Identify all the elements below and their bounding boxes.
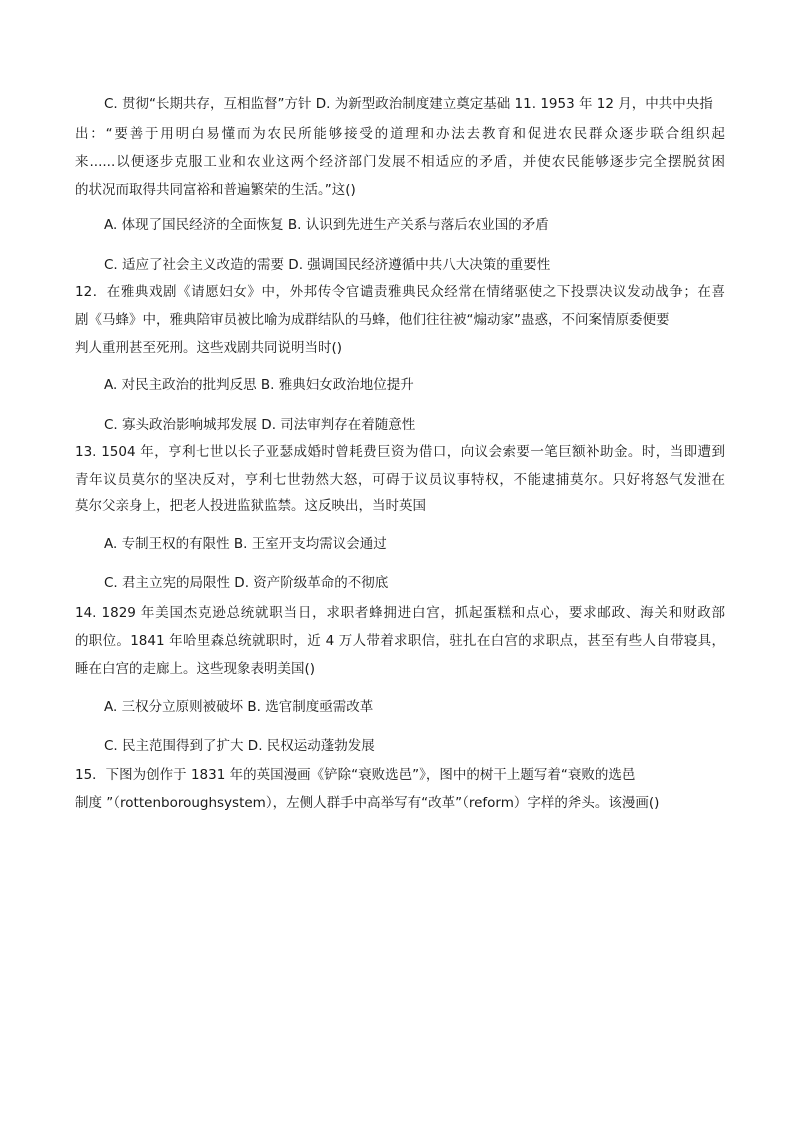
q12-options-ab: A. 对民主政治的批判反思 B. 雅典妇女政治地位提升: [104, 377, 414, 393]
q15-text-line-2: 制度 ”（rottenboroughsystem），左侧人群手中高举写有“改革”（reform）字样的斧头。该漫画(): [75, 795, 660, 811]
q14-text-line-3: 睡在白宫的走廊上。这些现象表明美国(): [75, 661, 316, 677]
q14-text-line-1: 14. 1829 年美国杰克逊总统就职当日，求职者蜂拥进白宫，抓起蛋糕和点心，要求邮政、海关和财政部: [75, 605, 725, 621]
q11-text-line-1: 出：“要善于用明白易懂而为农民所能够接受的道理和办法去教育和促进农民群众逐步联合组织起: [75, 126, 725, 142]
q12-text-line-3: 判人重刑甚至死刑。这些戏剧共同说明当时(): [75, 340, 343, 356]
q14-options-ab: A. 三权分立原则被破坏 B. 选官制度亟需改革: [104, 699, 374, 715]
q14-text-line-2: 的职位。1841 年哈里森总统就职时，近 4 万人带着求职信，驻扎在白宫的求职点，甚至有些人自带寝具，: [75, 633, 725, 649]
q12-text-line-2: 剧《马蜂》中，雅典陪审员被比喻为成群结队的马蜂，他们往往被“煽动家”蛊惑，不问案情原委便要: [75, 312, 670, 328]
q13-text-line-2: 青年议员莫尔的坚决反对，亨利七世勃然大怒，可碍于议员议事特权，不能逮捕莫尔。只好将怒气发泄在: [75, 472, 725, 488]
q11-options-ab: A. 体现了国民经济的全面恢复 B. 认识到先进生产关系与落后农业国的矛盾: [104, 217, 549, 233]
q11-text-line-3: 的状况而取得共同富裕和普遍繁荣的生活。”这(): [75, 182, 356, 198]
q12-options-cd: C. 寡头政治影响城邦发展 D. 司法审判存在着随意性: [104, 417, 416, 433]
q11-text-line-2: 来......以便逐步克服工业和农业这两个经济部门发展不相适应的矛盾，并使农民能够逐步完全摆脱贫困: [75, 154, 725, 170]
q13-options-ab: A. 专制王权的有限性 B. 王室开支均需议会通过: [104, 536, 387, 552]
q13-options-cd: C. 君主立宪的局限性 D. 资产阶级革命的不彻底: [104, 575, 389, 591]
q13-text-line-3: 莫尔父亲身上，把老人投进监狱监禁。这反映出，当时英国: [75, 498, 426, 514]
q15-text-line-1: 15．下图为创作于 1831 年的英国漫画《铲除“衰败选邑”》，图中的树干上题写着“衰败的选邑: [75, 767, 636, 783]
q12-text-line-1: 12．在雅典戏剧《请愿妇女》中，外邦传令官谴责雅典民众经常在情绪驱使之下投票决议发动战争；在喜: [75, 284, 725, 300]
q11-options-cd: C. 适应了社会主义改造的需要 D. 强调国民经济遵循中共八大决策的重要性: [104, 257, 551, 273]
q14-options-cd: C. 民主范围得到了扩大 D. 民权运动蓬勃发展: [104, 738, 375, 754]
q13-text-line-1: 13. 1504 年，亨利七世以长子亚瑟成婚时曾耗费巨资为借口，向议会索要一笔巨额补助金。时，当即遭到: [75, 444, 725, 460]
q10-options-cd-and-q11-start: C. 贯彻“长期共存，互相监督”方针 D. 为新型政治制度建立奠定基础 11. 1953 年 12 月，中共中央指: [104, 96, 713, 112]
